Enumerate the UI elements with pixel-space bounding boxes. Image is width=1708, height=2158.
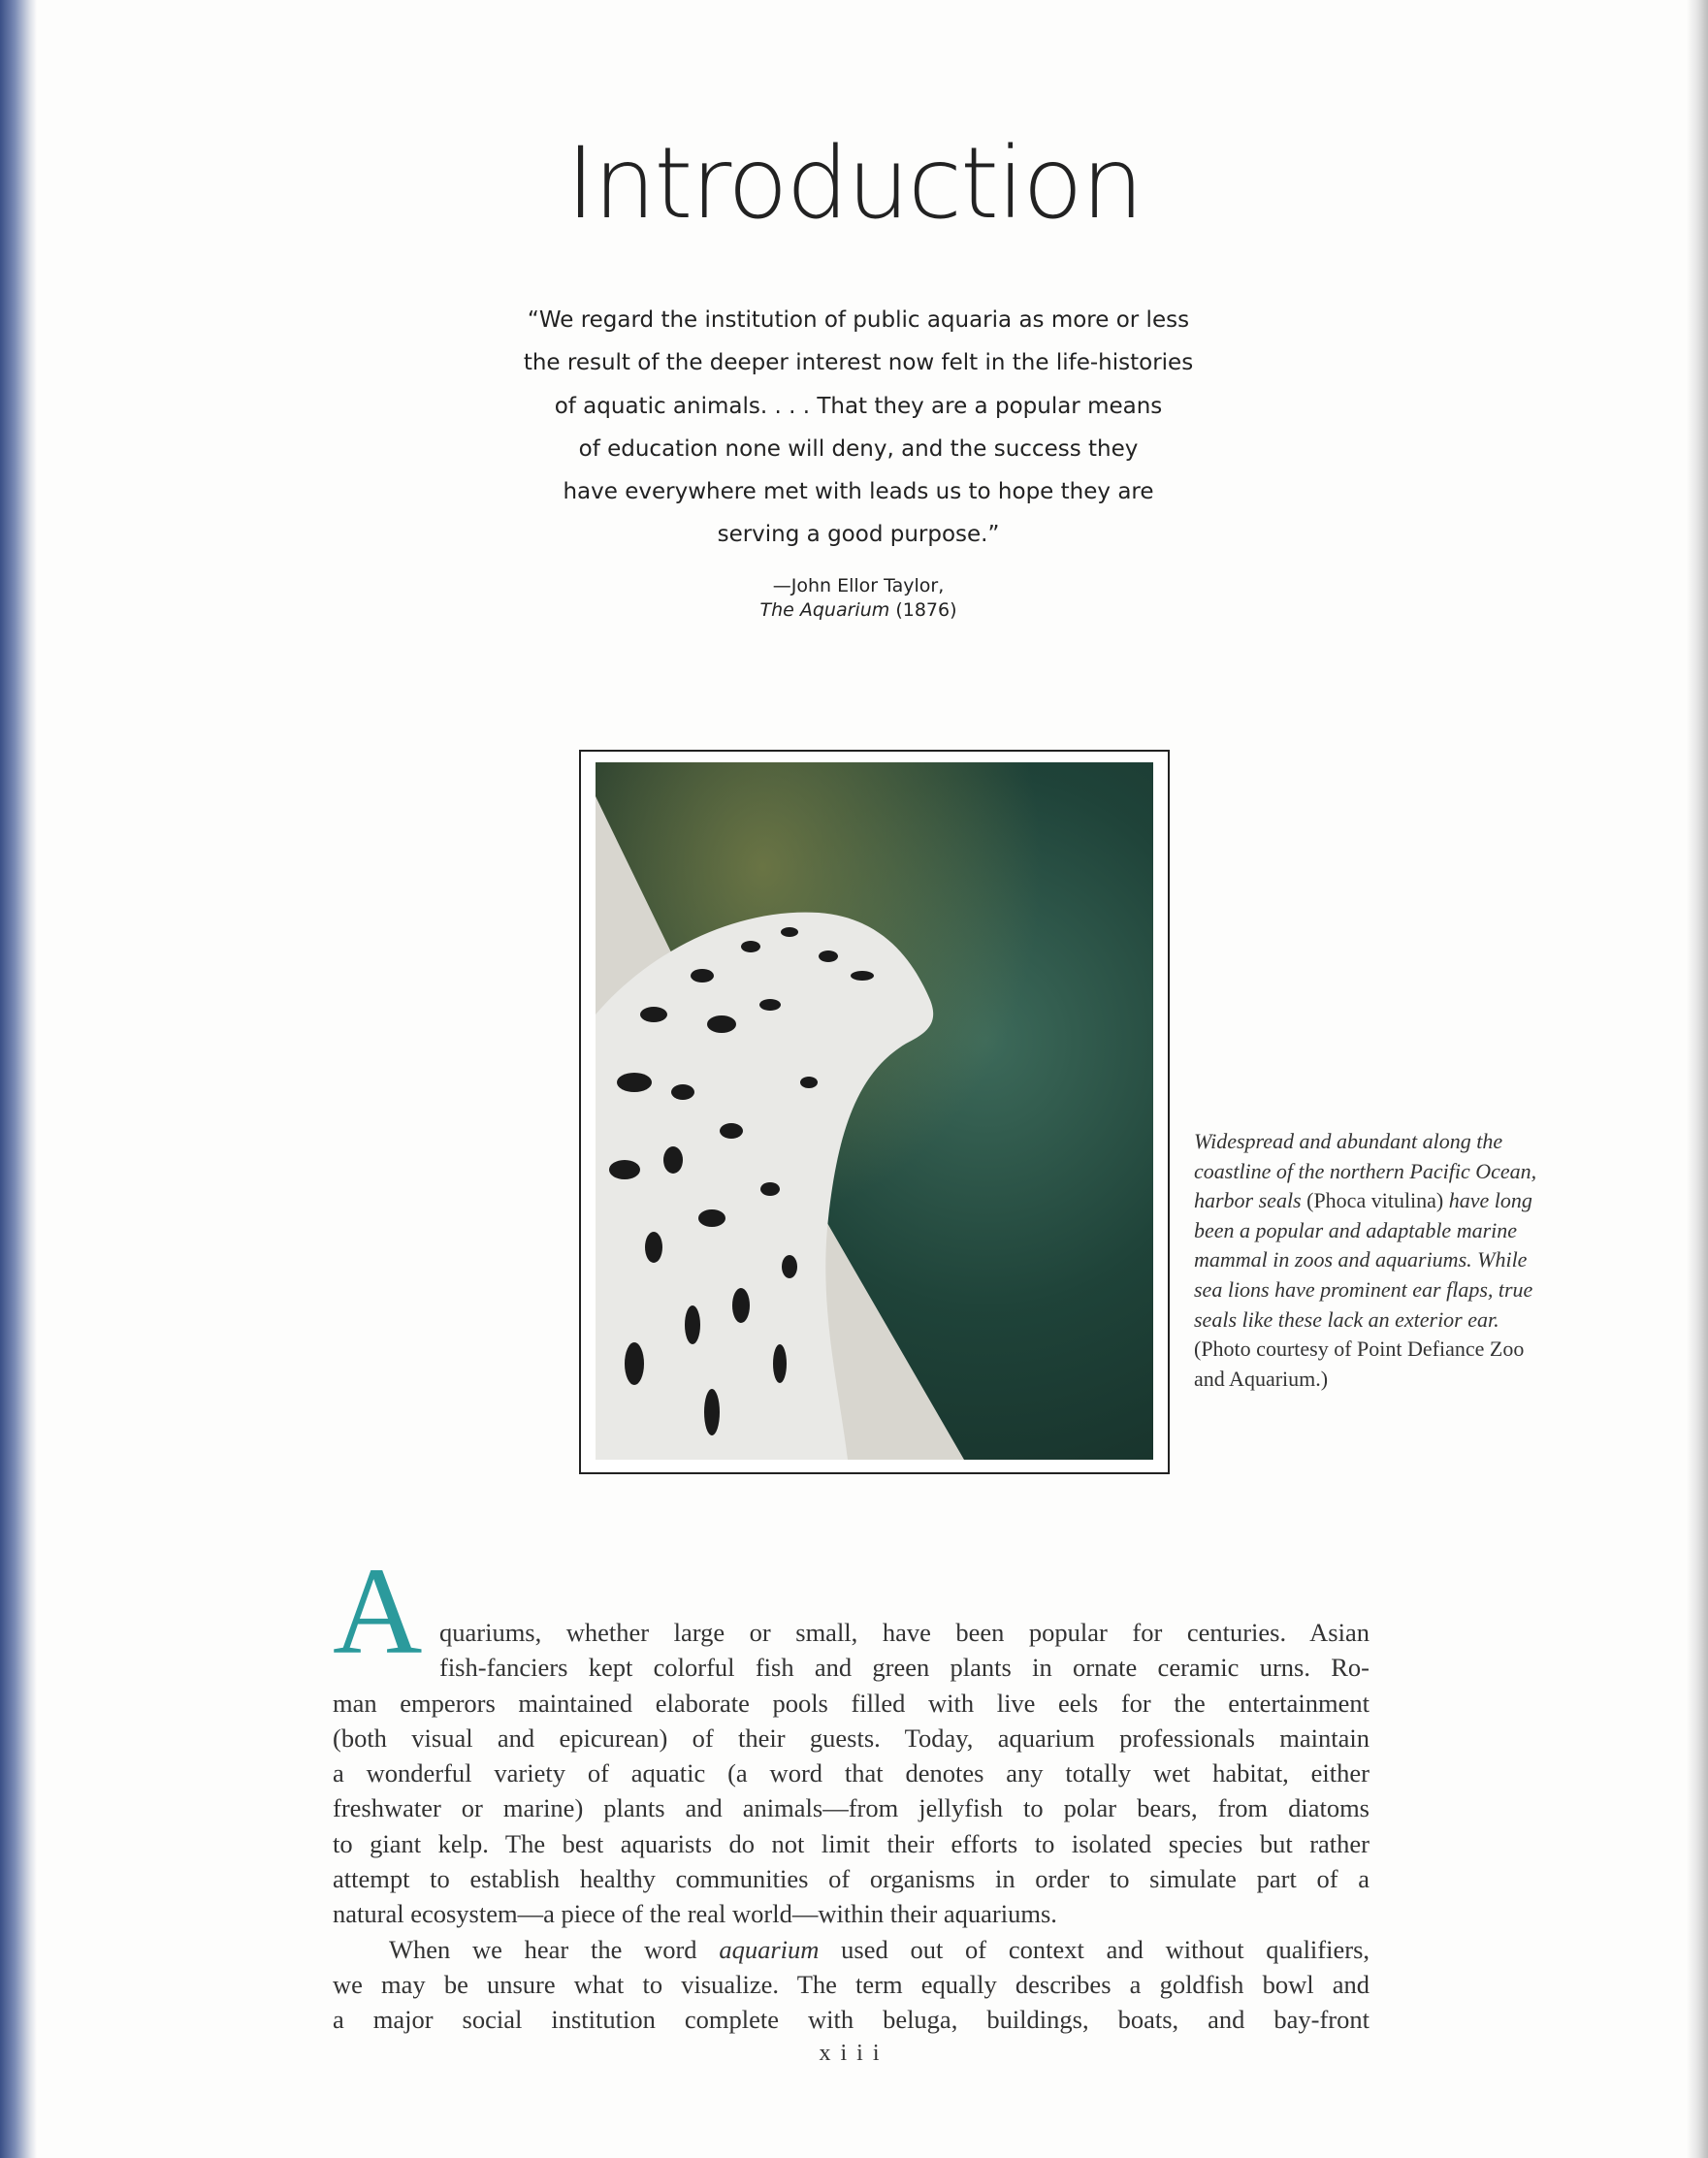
body-line: to giant kelp. The best aquarists do not limit their efforts to isolated species but rather	[333, 1828, 1370, 1858]
body-line: we may be unsure what to visualize. The term equally describes a goldfish bowl and	[333, 1969, 1370, 1999]
body-line: (both visual and epicurean) of their guests. Today, aquarium professionals maintain	[333, 1723, 1370, 1753]
epigraph-line: of education none will deny, and the success they	[578, 435, 1139, 462]
page-edge	[1687, 0, 1708, 2158]
caption-italic: have long been a popular and adaptable marine mammal in zoos and aquariums. While sea lions have prominent ear flaps, true seals like these lack an exterior ear.	[1194, 1188, 1533, 1332]
page-title: Introduction	[565, 126, 1143, 242]
body-line: attempt to establish healthy communities of organisms in order to simulate part of a	[333, 1864, 1370, 1894]
text: used out of context and without qualifiers,	[819, 1934, 1370, 1964]
caption-species: (Phoca vitulina)	[1301, 1188, 1449, 1213]
epigraph	[470, 299, 1246, 557]
caption-credit: (Photo courtesy of Point Defiance Zoo and Aquarium.)	[1194, 1337, 1525, 1391]
epigraph-author: —John Ellor Taylor,	[772, 575, 945, 596]
body-line: quariums, whether large or small, have been popular for centuries. Asian	[439, 1618, 1370, 1647]
epigraph-line: serving a good purpose.”	[717, 522, 1000, 548]
text: When we hear the word	[389, 1934, 720, 1964]
body-text	[333, 1591, 1370, 2038]
body-line	[333, 1932, 1370, 1967]
epigraph-year: (1876)	[895, 599, 957, 621]
body-line: a major social institution complete with beluga, buildings, boats, and bay-front	[333, 2005, 1370, 2035]
page-number: xiii	[819, 2041, 889, 2066]
italic-term: aquarium	[719, 1934, 820, 1964]
epigraph-line: the result of the deeper interest now felt in the life-histories	[523, 350, 1194, 376]
caption-italic: Widespread and abundant along the coastline of the northern Pacific Ocean, harbor seals	[1194, 1129, 1537, 1213]
photo-caption	[1194, 1127, 1543, 1394]
body-line: natural ecosystem—a piece of the real world—within their aquariums.	[333, 1899, 1057, 1929]
epigraph-work: The Aquarium	[759, 599, 890, 621]
book-gutter-shadow	[0, 0, 37, 2158]
body-line: fish-fanciers kept colorful fish and green plants in ornate ceramic urns. Ro-	[439, 1653, 1370, 1683]
photo-frame	[579, 750, 1170, 1474]
body-line: man emperors maintained elaborate pools filled with live eels for the entertainment	[333, 1688, 1370, 1718]
body-line: a wonderful variety of aquatic (a word that denotes any totally wet habitat, either	[333, 1758, 1370, 1788]
epigraph-line: “We regard the institution of public aquaria as more or less	[527, 307, 1190, 333]
epigraph-line: have everywhere met with leads us to hope they are	[563, 479, 1154, 505]
epigraph-line: of aquatic animals. . . . That they are a popular means	[554, 393, 1163, 419]
drop-cap: A	[333, 1542, 423, 1680]
epigraph-attribution	[470, 574, 1246, 623]
body-line: freshwater or marine) plants and animals—from jellyfish to polar bears, from diatoms	[333, 1793, 1370, 1823]
harbor-seal-photo	[596, 762, 1153, 1460]
